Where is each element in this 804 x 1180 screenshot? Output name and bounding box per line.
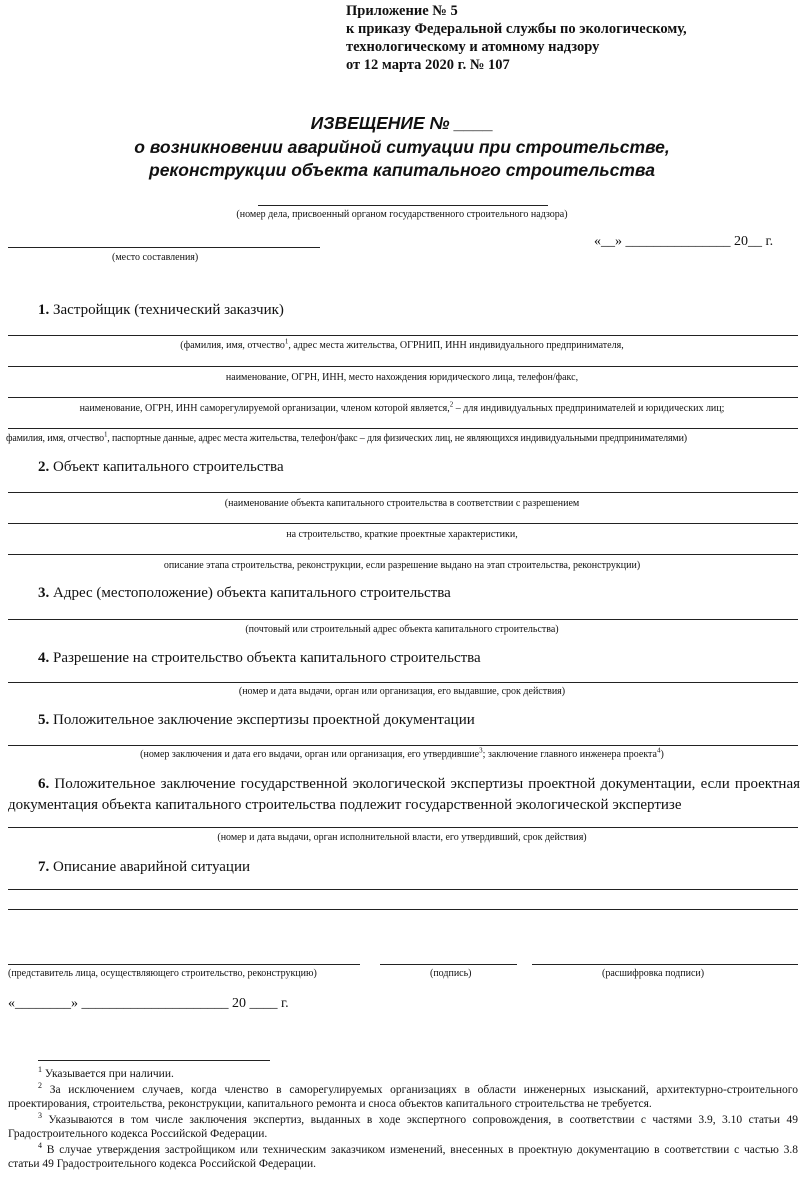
section-number: 7. <box>38 859 50 875</box>
section-3-heading <box>38 585 451 602</box>
section-7-heading <box>38 859 250 876</box>
signature-decode-caption: (расшифровка подписи) <box>602 968 705 979</box>
footnote-4: $^4$ В случае утверждения застройщиком или техническим заказчиком изменений, внесенных в проектную документацию в соответствии с частью 3.8 статьи 49 Градостроительного кодекса Российской Федерации. <box>8 1141 798 1170</box>
place-caption: (место составления) <box>112 252 199 263</box>
section-1-heading <box>38 302 284 319</box>
section-label: Объект капитального строительства <box>53 459 284 475</box>
date-field[interactable]: «__» _______________ 20__ г. <box>594 234 774 249</box>
appendix-line: от 12 марта 2020 г. № 107 <box>346 57 510 73</box>
permit-caption: (номер и дата выдачи, орган или организация, его выдавшие, срок действия) <box>238 686 566 697</box>
description-line-1[interactable] <box>8 889 798 890</box>
appendix-header <box>346 2 687 74</box>
section-5-heading <box>38 712 475 729</box>
notice-subtitle-2: реконструкции объекта капитального строительства <box>149 160 655 180</box>
signature-caption: (подпись) <box>430 968 472 979</box>
applicant-line-1[interactable] <box>8 335 798 336</box>
object-line-2[interactable] <box>8 523 798 524</box>
object-line-3[interactable] <box>8 554 798 555</box>
applicant-line-3[interactable] <box>8 397 798 398</box>
eco-expertise-line[interactable] <box>8 827 798 828</box>
appendix-line: Приложение № 5 <box>346 3 458 19</box>
section-number: 2. <box>38 459 50 475</box>
footnote-3: $^3$ Указываются в том числе заключения экспертиз, выданных в ходе экспертного сопровождения, в соответствии с частями 3.9, 3.10 статьи 49 Градостроительного кодекса Российской Федерации. <box>8 1111 798 1140</box>
representative-line[interactable] <box>8 964 360 965</box>
footnote-2: $^2$ За исключением случаев, когда членство в саморегулируемых организациях в области инженерных изысканий, архитектурно-строительного проектирования, строительства, реконструкции, капитального ремонта и сноса объектов капитального строительства не требуется. <box>8 1081 798 1110</box>
applicant-line-4[interactable] <box>8 428 798 429</box>
section-label: Положительное заключение государственной экологической экспертизы проектной документации, если проектная документация объекта капитального строительства подлежит государственной экологической экспертизе <box>8 776 801 813</box>
object-caption-3: описание этапа строительства, реконструкции, если разрешение выдано на этап строительства, реконструкции) <box>163 560 641 571</box>
section-label: Застройщик (технический заказчик) <box>53 302 284 318</box>
object-caption-1: (наименование объекта капитального строительства в соответствии с разрешением <box>224 498 580 509</box>
section-number: 4. <box>38 650 50 666</box>
object-line-1[interactable] <box>8 492 798 493</box>
applicant-caption-1: (фамилия, имя, отчество$^1$, адрес места жительства, ОГРНИП, ИНН индивидуального предпринимателя, <box>180 337 624 351</box>
description-line-2[interactable] <box>8 909 798 910</box>
representative-caption: (представитель лица, осуществляющего строительство, реконструкцию) <box>8 968 317 979</box>
eco-expertise-caption: (номер и дата выдачи, орган исполнительной власти, его утвердивший, срок действия) <box>217 832 587 843</box>
signature-line[interactable] <box>380 964 517 965</box>
footnote-separator <box>38 1060 270 1061</box>
section-number: 6. <box>38 776 50 792</box>
section-number: 3. <box>38 585 50 601</box>
applicant-caption-4: фамилия, имя, отчество$^1$, паспортные данные, адрес места жительства, телефон/факс – для физических лиц, не являющихся индивидуальными предпринимателями) <box>6 430 687 444</box>
expertise-caption: (номер заключения и дата его выдачи, орган или организация, его утвердившие$^3$; заключение главного инженера проекта$^4$) <box>140 746 664 760</box>
section-4-heading <box>38 650 481 667</box>
applicant-caption-2: наименование, ОГРН, ИНН, место нахождения юридического лица, телефон/факс, <box>225 372 579 383</box>
section-6-heading <box>8 774 800 816</box>
bottom-date-field[interactable]: «________» _____________________ 20 ____ г. <box>8 996 289 1011</box>
section-2-heading <box>38 459 284 476</box>
object-caption-2: на строительство, краткие проектные характеристики, <box>286 529 518 540</box>
appendix-line: технологическому и атомному надзору <box>346 39 600 55</box>
permit-line[interactable] <box>8 682 798 683</box>
address-caption: (почтовый или строительный адрес объекта капитального строительства) <box>245 624 559 635</box>
footnote-1: $^1$ Указывается при наличии. <box>38 1065 174 1080</box>
appendix-line: к приказу Федеральной службы по экологическому, <box>346 21 687 37</box>
section-label: Описание аварийной ситуации <box>53 859 250 875</box>
signature-decode-line[interactable] <box>532 964 798 965</box>
notice-title: ИЗВЕЩЕНИЕ № ____ <box>310 113 494 133</box>
section-label: Адрес (местоположение) объекта капитального строительства <box>53 585 451 601</box>
expertise-line[interactable] <box>8 745 798 746</box>
case-number-caption: (номер дела, присвоенный органом государственного строительного надзора) <box>236 209 568 220</box>
applicant-line-2[interactable] <box>8 366 798 367</box>
section-number: 5. <box>38 712 50 728</box>
section-label: Разрешение на строительство объекта капитального строительства <box>53 650 481 666</box>
applicant-caption-3: наименование, ОГРН, ИНН саморегулируемой организации, членом которой является,$^2$ – для индивидуальных предпринимателей и юридических лиц; <box>79 400 725 414</box>
case-number-line[interactable] <box>258 205 548 206</box>
section-label: Положительное заключение экспертизы проектной документации <box>53 712 475 728</box>
place-line[interactable] <box>8 247 320 248</box>
address-line[interactable] <box>8 619 798 620</box>
section-number: 1. <box>38 302 50 318</box>
notice-subtitle-1: о возникновении аварийной ситуации при строительстве, <box>134 137 670 157</box>
